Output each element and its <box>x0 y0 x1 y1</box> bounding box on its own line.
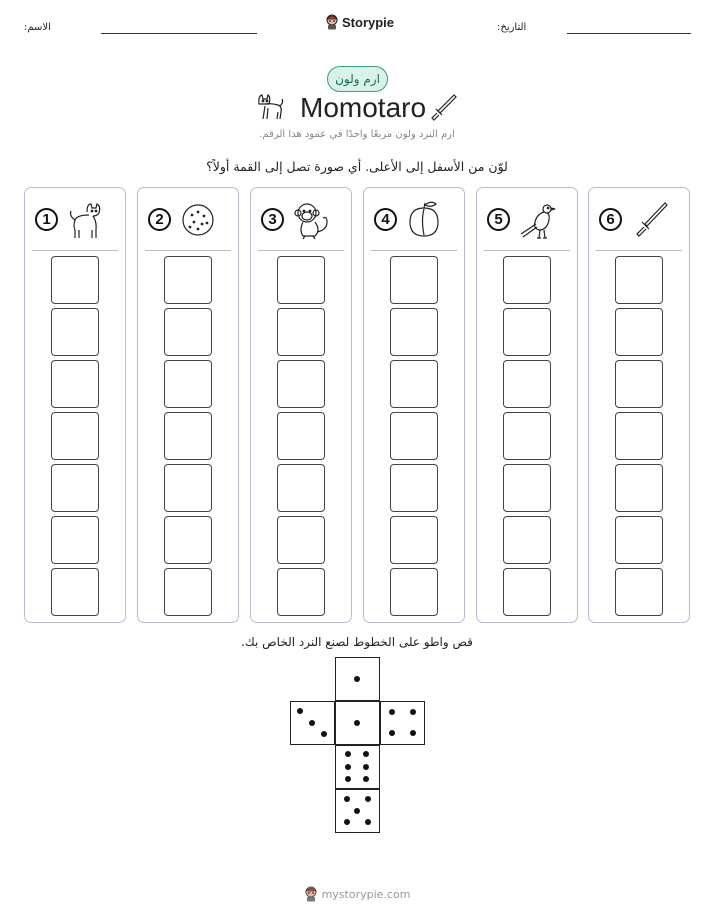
column-number: 6 <box>599 208 622 231</box>
color-square[interactable] <box>503 256 551 304</box>
column-number: 4 <box>374 208 397 231</box>
monkey-icon <box>293 200 333 240</box>
color-square[interactable] <box>51 568 99 616</box>
sword-icon <box>631 200 671 240</box>
color-square[interactable] <box>390 308 438 356</box>
color-square[interactable] <box>164 412 212 460</box>
color-square[interactable] <box>277 568 325 616</box>
dice-pip <box>363 751 369 757</box>
column-divider <box>484 250 570 251</box>
color-square[interactable] <box>390 568 438 616</box>
brand-name: Storypie <box>342 14 395 30</box>
column-divider <box>596 250 682 251</box>
color-square[interactable] <box>164 360 212 408</box>
cut-instruction: قص واطو على الخطوط لصنع النرد الخاص بك. <box>241 635 473 649</box>
footer-url: mystorypie.com <box>321 887 411 901</box>
color-square[interactable] <box>51 464 99 512</box>
column-6 <box>588 187 690 623</box>
column-divider <box>145 250 231 251</box>
name-label: الاسم: <box>24 22 51 33</box>
color-square[interactable] <box>164 256 212 304</box>
column-header <box>487 200 567 240</box>
color-square[interactable] <box>503 568 551 616</box>
color-square[interactable] <box>503 412 551 460</box>
color-square[interactable] <box>51 412 99 460</box>
color-square[interactable] <box>164 464 212 512</box>
peach-icon <box>406 200 446 240</box>
dice-pip <box>297 708 303 714</box>
dice-pip <box>344 819 350 825</box>
activity-badge: ارم ولون <box>327 66 388 92</box>
column-header <box>148 200 228 240</box>
color-square[interactable] <box>503 308 551 356</box>
dice-pip <box>365 819 371 825</box>
column-divider <box>371 250 457 251</box>
column-number: 5 <box>487 208 510 231</box>
column-divider <box>258 250 344 251</box>
color-square[interactable] <box>390 412 438 460</box>
title-row <box>0 90 714 130</box>
dog-icon <box>254 90 286 122</box>
column-number: 2 <box>148 208 171 231</box>
color-square[interactable] <box>503 464 551 512</box>
dice-pip <box>410 709 416 715</box>
column-number: 3 <box>261 208 284 231</box>
footer <box>0 886 714 902</box>
dice-face <box>335 701 380 745</box>
dice-pip <box>389 730 395 736</box>
dice-pip <box>363 776 369 782</box>
color-square[interactable] <box>277 256 325 304</box>
dice-pip <box>365 796 371 802</box>
column-1 <box>24 187 126 623</box>
storypie-mascot-icon <box>304 886 318 902</box>
date-line <box>567 33 691 34</box>
dice-pip <box>321 731 327 737</box>
subtitle: ارم النرد ولون مربعًا واحدًا في عمود هذا الرقم. <box>259 129 455 140</box>
dice-pip <box>410 730 416 736</box>
color-square[interactable] <box>51 360 99 408</box>
sword-icon <box>428 92 458 122</box>
column-number: 1 <box>35 208 58 231</box>
dice-pip <box>354 720 360 726</box>
color-square[interactable] <box>277 308 325 356</box>
column-3 <box>250 187 352 623</box>
column-header <box>261 200 341 240</box>
dice-face <box>335 657 380 701</box>
dice-face <box>380 701 425 745</box>
worksheet-header <box>0 12 714 42</box>
dice-pip <box>363 764 369 770</box>
column-2 <box>137 187 239 623</box>
color-square[interactable] <box>164 568 212 616</box>
worksheet-title: Momotaro <box>300 92 427 123</box>
dumpling-icon <box>180 200 220 240</box>
color-square[interactable] <box>277 360 325 408</box>
color-square[interactable] <box>615 464 663 512</box>
date-label: التاريخ: <box>497 22 527 33</box>
color-square[interactable] <box>164 308 212 356</box>
color-square[interactable] <box>615 360 663 408</box>
dice-pip <box>354 676 360 682</box>
dice-face <box>335 745 380 789</box>
color-square[interactable] <box>390 516 438 564</box>
color-square[interactable] <box>615 256 663 304</box>
color-square[interactable] <box>277 516 325 564</box>
column-divider <box>32 250 118 251</box>
color-square[interactable] <box>615 568 663 616</box>
color-square[interactable] <box>390 360 438 408</box>
color-square[interactable] <box>277 412 325 460</box>
color-square[interactable] <box>503 516 551 564</box>
color-square[interactable] <box>390 256 438 304</box>
color-square[interactable] <box>390 464 438 512</box>
dice-pip <box>309 720 315 726</box>
dice-pip <box>389 709 395 715</box>
storypie-mascot-icon <box>325 14 339 30</box>
dice-pip <box>345 751 351 757</box>
dice-pip <box>345 776 351 782</box>
dice-pip <box>344 796 350 802</box>
pheasant-icon <box>519 200 559 240</box>
color-square[interactable] <box>164 516 212 564</box>
color-square[interactable] <box>615 516 663 564</box>
dice-face <box>290 701 335 745</box>
color-square[interactable] <box>51 516 99 564</box>
brand-logo <box>325 14 394 30</box>
column-5 <box>476 187 578 623</box>
dice-pip <box>354 808 360 814</box>
color-square[interactable] <box>615 412 663 460</box>
dice-face <box>335 789 380 833</box>
name-line <box>101 33 257 34</box>
color-square[interactable] <box>503 360 551 408</box>
instruction: لوّن من الأسفل إلى الأعلى. أي صورة تصل إلى القمة أولاً؟ <box>206 159 508 174</box>
dog-icon <box>67 200 107 240</box>
color-square[interactable] <box>615 308 663 356</box>
column-header <box>599 200 679 240</box>
dice-pip <box>345 764 351 770</box>
column-header <box>374 200 454 240</box>
color-square[interactable] <box>277 464 325 512</box>
color-square[interactable] <box>51 308 99 356</box>
color-square[interactable] <box>51 256 99 304</box>
column-header <box>35 200 115 240</box>
column-4 <box>363 187 465 623</box>
